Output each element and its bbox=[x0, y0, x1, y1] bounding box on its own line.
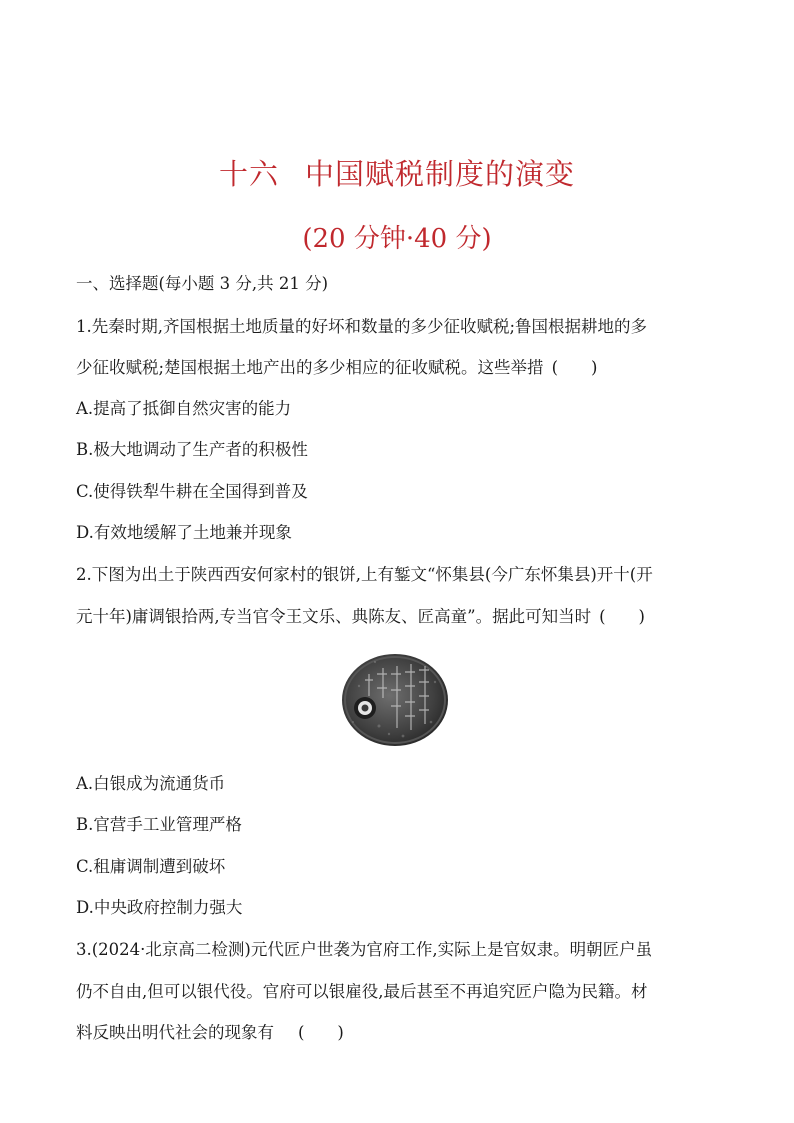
lesson-number: 十六 bbox=[218, 157, 279, 191]
silver-cake-image bbox=[339, 652, 451, 748]
q2-answer-paren: ( ) bbox=[599, 607, 645, 626]
q2-option-d: D.中央政府控制力强大 bbox=[76, 898, 243, 917]
section-heading: 一、选择题(每小题 3 分,共 21 分) bbox=[76, 274, 329, 293]
q3-line-2: 仍不自由,但可以银代役。官府可以银雇役,最后甚至不再追究匠户隐为民籍。材 bbox=[76, 982, 648, 1001]
q3-line-3 bbox=[76, 1022, 726, 1044]
q3-answer-paren: ( ) bbox=[298, 1023, 344, 1042]
q3-line-3-text: 料反映出明代社会的现象有 bbox=[76, 1023, 274, 1042]
q3-line-1: 3.(2024·北京高二检测)元代匠户世袭为官府工作,实际上是官奴隶。明朝匠户虽 bbox=[76, 940, 653, 959]
q1-option-a: A.提高了抵御自然灾害的能力 bbox=[76, 399, 292, 418]
q1-line-1: 1.先秦时期,齐国根据土地质量的好坏和数量的多少征收赋税;鲁国根据耕地的多 bbox=[76, 317, 648, 336]
q1-line-2 bbox=[76, 357, 726, 379]
q2-option-c: C.租庸调制遭到破坏 bbox=[76, 857, 226, 876]
q1-option-d: D.有效地缓解了土地兼并现象 bbox=[76, 523, 292, 542]
q2-option-a: A.白银成为流通货币 bbox=[76, 774, 226, 793]
q2-line-2-text: 元十年)庸调银拾两,专当官令王文乐、典陈友、匠高童”。据此可知当时 bbox=[76, 607, 592, 626]
time-score: (20 分钟·40 分) bbox=[302, 224, 492, 254]
q1-option-c: C.使得铁犁牛耕在全国得到普及 bbox=[76, 482, 308, 501]
q1-option-b: B.极大地调动了生产者的积极性 bbox=[76, 440, 308, 459]
lesson-title: 中国赋税制度的演变 bbox=[305, 157, 576, 191]
q1-line-2-text: 少征收赋税;楚国根据土地产出的多少相应的征收赋税。这些举措 bbox=[76, 358, 544, 377]
q2-line-2 bbox=[76, 606, 726, 628]
q2-option-b: B.官营手工业管理严格 bbox=[76, 815, 242, 834]
q1-answer-paren: ( ) bbox=[551, 358, 598, 377]
page-title bbox=[0, 152, 794, 193]
q2-line-1: 2.下图为出土于陕西西安何家村的银饼,上有錾文“怀集县(今广东怀集县)开十(开 bbox=[76, 565, 653, 584]
